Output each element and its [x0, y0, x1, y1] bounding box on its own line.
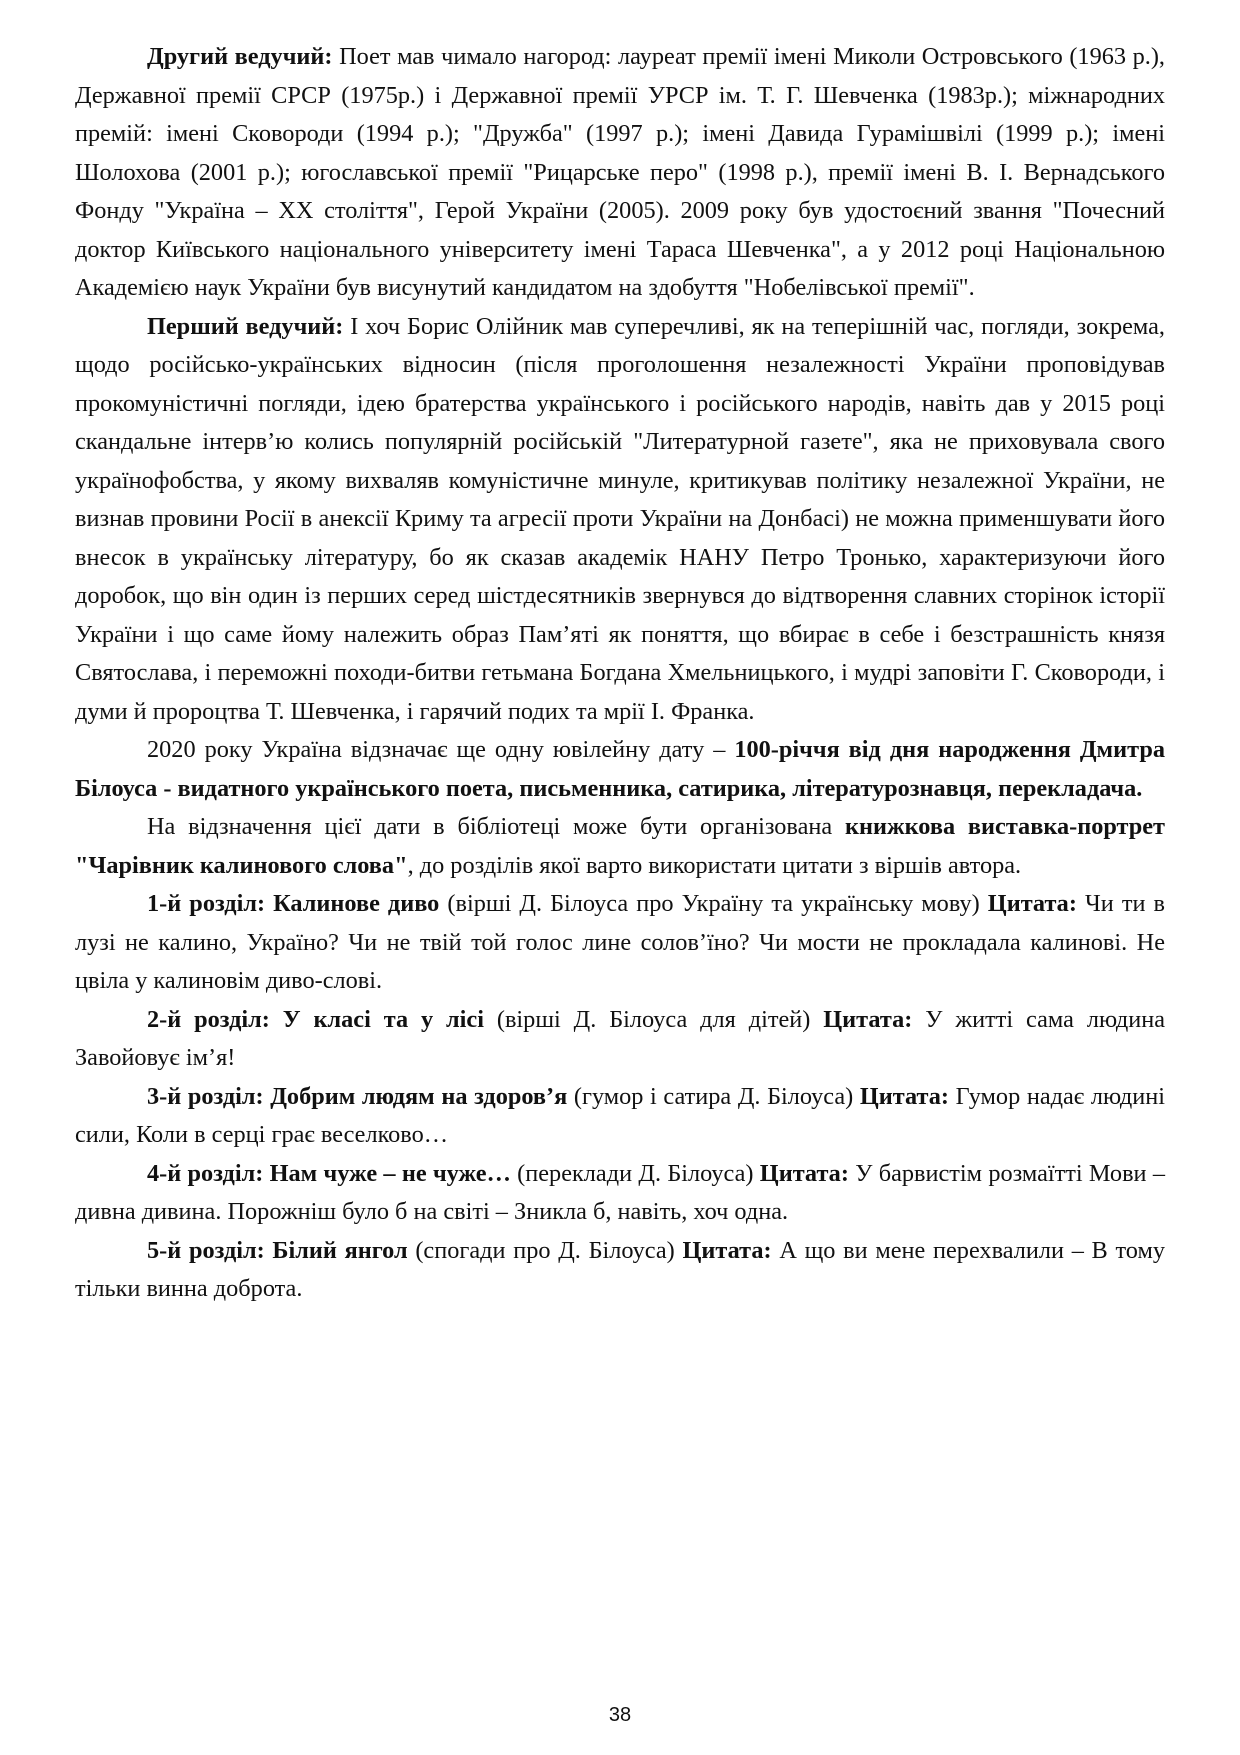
quote-text: У житті сама людина Завойовує ім’я! [75, 1005, 1166, 1071]
section-title: 4-й розділ: Нам чуже – не чуже… [147, 1159, 511, 1187]
section-desc: (вірші Д. Білоуса про Україну та українську мову) [439, 890, 988, 917]
section-item-1 [75, 885, 1165, 1001]
paragraph-anniversary [75, 731, 1165, 808]
section-title: 3-й розділ: Добрим людям на здоров’я [147, 1082, 568, 1110]
exhibition-title: книжкова виставка-портрет "Чарівник калинового слова" [75, 813, 1165, 879]
paragraph-exhibition [75, 808, 1165, 885]
quote-label: Цитата: [759, 1159, 849, 1187]
section-title: 2-й розділ: У класі та у лісі [147, 1005, 484, 1033]
section-desc: (спогади про Д. Білоуса) [407, 1236, 683, 1264]
section-item-2 [75, 1001, 1165, 1078]
document-page [75, 38, 1165, 1309]
paragraph-text: На відзначення цієї дати в бібліотеці може бути організована [147, 813, 845, 840]
section-item-3 [75, 1078, 1165, 1155]
quote-label: Цитата: [859, 1082, 949, 1110]
speaker-label: Другий ведучий: [147, 43, 333, 70]
speaker-label: Перший ведучий: [147, 312, 344, 340]
section-item-5 [75, 1232, 1165, 1309]
page-number: 38 [608, 1704, 632, 1726]
anniversary-highlight: 100-річчя від дня народження Дмитра Білоуса - видатного українського поета, письменника, сатирика, літературознавця, перекладача. [75, 736, 1165, 802]
section-item-4 [75, 1155, 1165, 1232]
paragraph-text: 2020 року Україна відзначає ще одну ювілейну дату – [147, 736, 735, 763]
section-desc: (вірші Д. Білоуса для дітей) [483, 1005, 824, 1033]
paragraph-text: Поет мав чимало нагород: лауреат премії імені Миколи Островського (1963 р.), Державної премії СРСР (1975р.) і Державної премії УРСР ім. Т. Г. Шевченка (1983р.); міжнародних премій: імені Сковороди (1994 р.); "Дружба" (1997 р.); імені Давида Гурамішвілі (1999 р.); імені Шолохова (2001 р.); югославської премії "Рицарське перо" (1998 р.), премії імені В. І. Вернадського Фонду "Україна – XX століття", Герой України (2005). 2009 року був удостоєний звання "Почесний доктор Київського національного університету імені Тараса Шевченка", а у 2012 році Національною Академією наук України був висунутий кандидатом на здобуття "Нобелівської премії". [75, 43, 1165, 301]
paragraph-second-host [75, 38, 1165, 308]
section-desc: (гумор і сатира Д. Білоуса) [567, 1082, 860, 1110]
quote-label: Цитата: [682, 1236, 772, 1264]
quote-text: А що ви мене перехвалили – В тому тільки винна доброта. [75, 1236, 1165, 1302]
section-desc: (переклади Д. Білоуса) [510, 1159, 760, 1187]
quote-label: Цитата: [823, 1005, 913, 1033]
quote-text: Гумор надає людині сили, Коли в серці грає веселково… [75, 1082, 1165, 1148]
paragraph-text: , до розділів якої варто використати цитати з віршів автора. [407, 851, 1022, 879]
quote-text: Чи ти в лузі не калино, Україно? Чи не твій той голос лине солов’їно? Чи мости не прокладала калинові. Не цвіла у калиновім диво-слові. [75, 890, 1166, 994]
quote-label: Цитата: [987, 890, 1077, 917]
section-title: 1-й розділ: Калинове диво [147, 890, 440, 917]
section-title: 5-й розділ: Білий янгол [147, 1236, 408, 1264]
paragraph-text: І хоч Борис Олійник мав суперечливі, як на теперішній час, погляди, зокрема, щодо російсько-українських відносин (після проголошення незалежності України проповідував прокомуністичні погляди, ідею братерства українського і російського народів, навіть дав у 2015 році скандальне інтерв’ю колись популярній російській "Литературной газете", яка не приховувала свого українофобства, у якому вихваляв комуністичне минуле, критикував політику незалежної України, не визнав провини Росії в анексії Криму та агресії проти України на Донбасі) не можна применшувати його внесок в українську літературу, бо як сказав академік НАНУ Петро Тронько, характеризуючи його доробок, що він один із перших серед шістдесятників звернувся до відтворення славних сторінок історії України і що саме йому належить образ Пам’яті як поняття, що вбирає в себе і безстрашність князя Святослава, і переможні походи-битви гетьмана Богдана Хмельницького, і мудрі заповіти Г. Сковороди, і думи й пророцтва Т. Шевченка, і гарячий подих та мрії І. Франка. [75, 312, 1165, 725]
paragraph-first-host [75, 308, 1165, 732]
quote-text: У барвистім розмаїтті Мови – дивна дивина. Порожніш було б на світі – Зникла б, навіть, хоч одна. [75, 1159, 1165, 1225]
